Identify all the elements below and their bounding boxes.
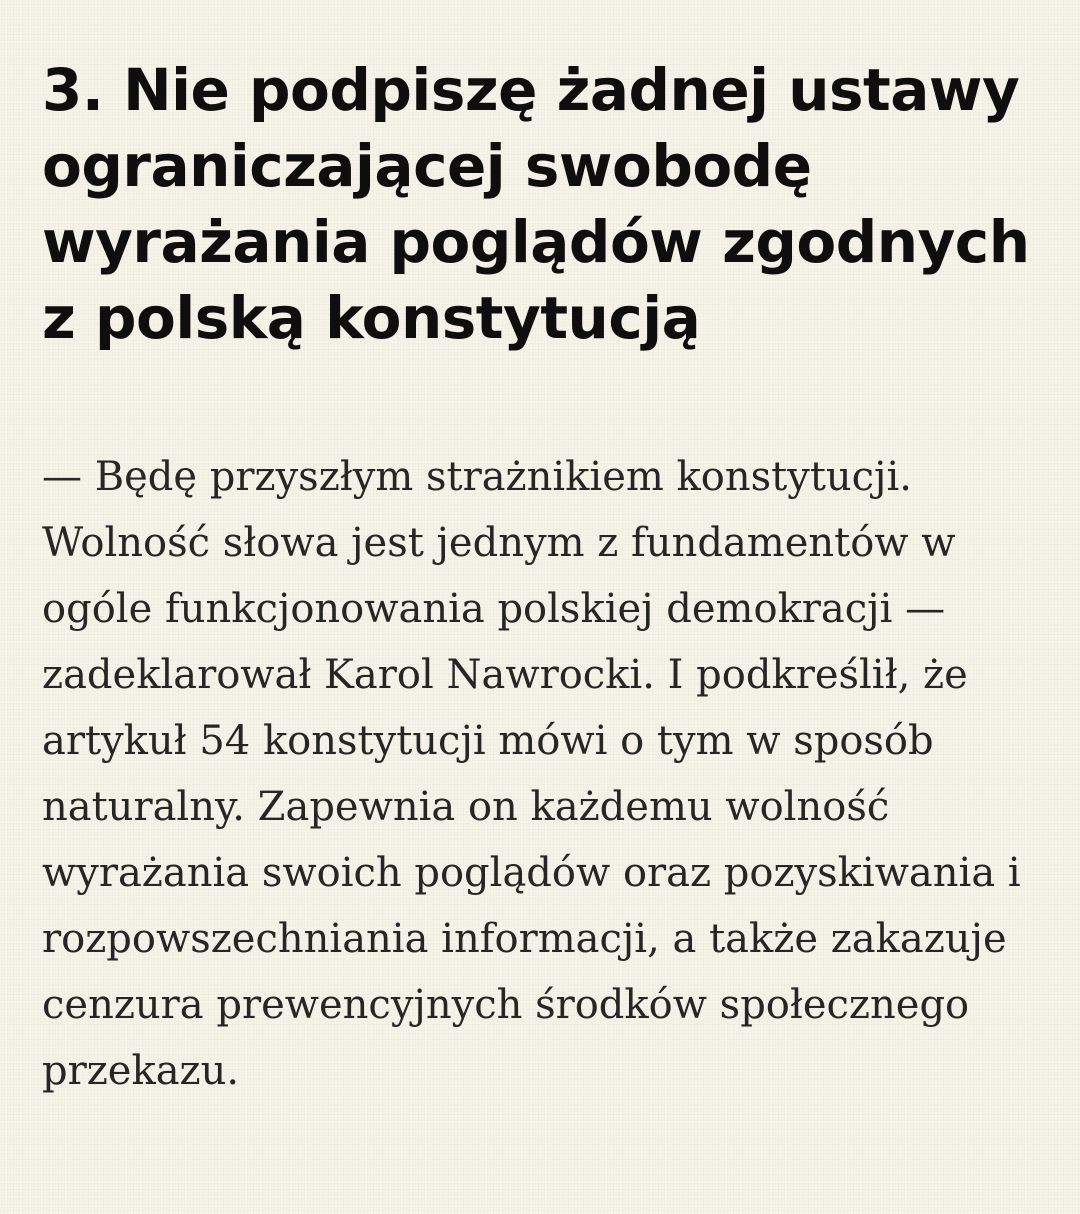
article-headline: 3. Nie podpiszę żadnej ustawy ograniczającej swobodę wyrażania poglądów zgodnych z polską konstytucją: [42, 56, 1030, 352]
article-paragraph: — Będę przyszłym strażnikiem konstytucji. Wolność słowa jest jednym z fundamentów w ogóle funkcjonowania polskiej demokracji — zadeklarował Karol Nawrocki. I podkreślił, że artykuł 54 konstytucji mówi o tym w sposób naturalny. Zapewnia on każdemu wolność wyrażania swoich poglądów oraz pozyskiwania i rozpowszechniania informacji, a także zakazuje cenzura prewencyjnych środków społecznego przekazu.: [42, 454, 1021, 1094]
article: [42, 0, 1042, 1104]
